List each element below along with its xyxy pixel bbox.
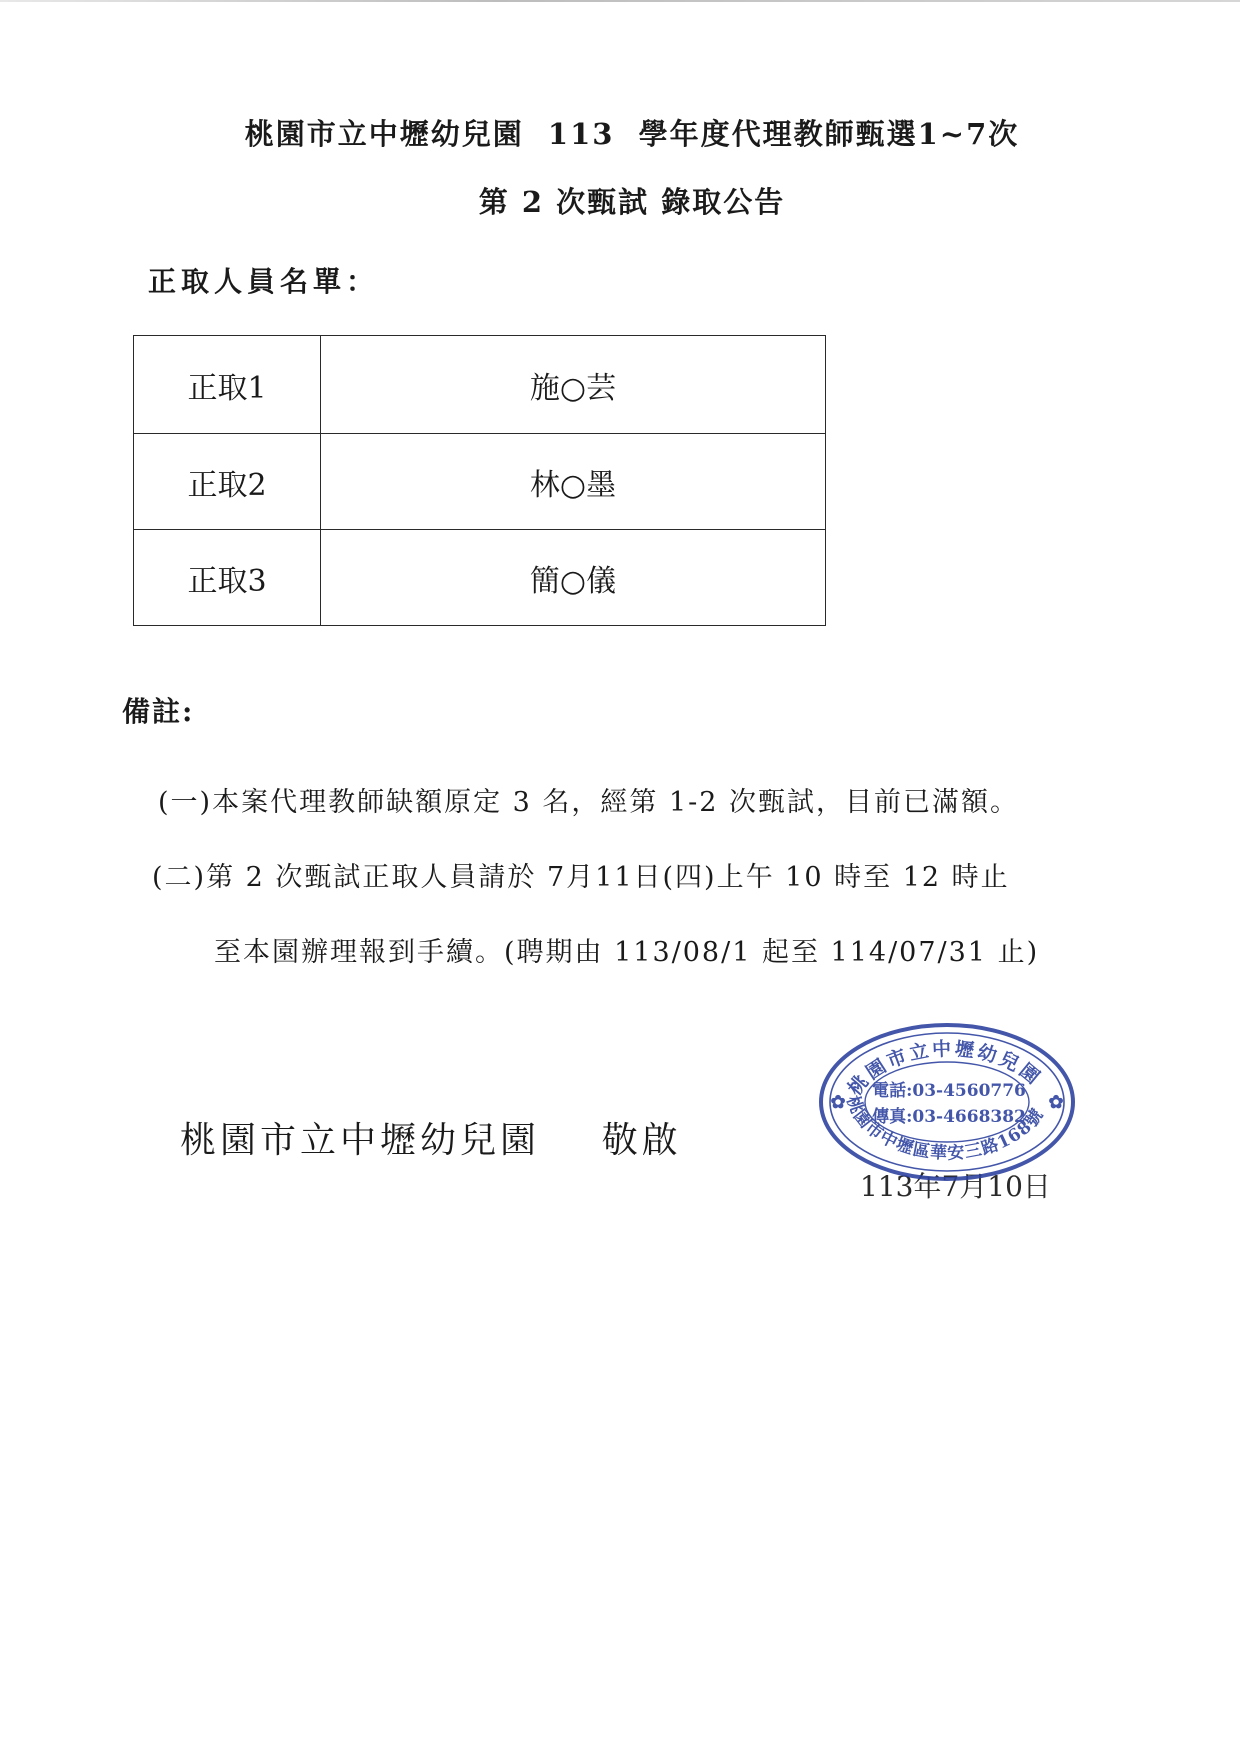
- note-item: (一)本案代理教師缺額原定 3 名，經第 1-2 次甄試，目前已滿額。: [158, 787, 1020, 818]
- name-cell: 林○墨: [321, 434, 826, 530]
- note-item: (二)第 2 次甄試正取人員請於 7月11日(四)上午 10 時至 12 時止: [152, 862, 1010, 893]
- notes-heading: 備註:: [122, 695, 195, 728]
- scan-edge: [0, 0, 1240, 2]
- seal-name-text: 桃園市立中壢幼兒園: [843, 1038, 1046, 1100]
- plum-blossom-icon: ✿: [830, 1092, 846, 1113]
- name-cell: 施○芸: [321, 336, 826, 434]
- seal-fax-text: 傳真:03-4668382: [872, 1107, 1026, 1127]
- document-date: 113年7月10日: [860, 1170, 1051, 1203]
- admission-table: [133, 335, 826, 626]
- name-cell: 簡○儀: [321, 530, 826, 626]
- official-seal-stamp: [818, 1022, 1076, 1182]
- note-item: 至本園辦理報到手續。(聘期由 113/08/1 起至 114/07/31 止): [214, 937, 1040, 968]
- rank-cell: 正取2: [134, 434, 321, 530]
- table-row: [134, 530, 826, 626]
- seal-phone-text: 電話:03-4560776: [872, 1081, 1026, 1101]
- rank-cell: 正取3: [134, 530, 321, 626]
- list-heading: 正取人員名單：: [148, 265, 380, 298]
- signature: 桃園市立中壢幼兒園 敬啟: [180, 1120, 682, 1161]
- plum-blossom-icon: ✿: [1048, 1092, 1064, 1113]
- seal-address-text: 桃園市中壢區華安三路168號: [842, 1093, 1049, 1164]
- document-title: 桃園市立中壢幼兒園 113 學年度代理教師甄選1~7次: [244, 117, 1020, 151]
- rank-cell: 正取1: [134, 336, 321, 434]
- table-row: [134, 336, 826, 434]
- document-subtitle: 第 2 次甄試 錄取公告: [478, 185, 786, 219]
- table-row: [134, 434, 826, 530]
